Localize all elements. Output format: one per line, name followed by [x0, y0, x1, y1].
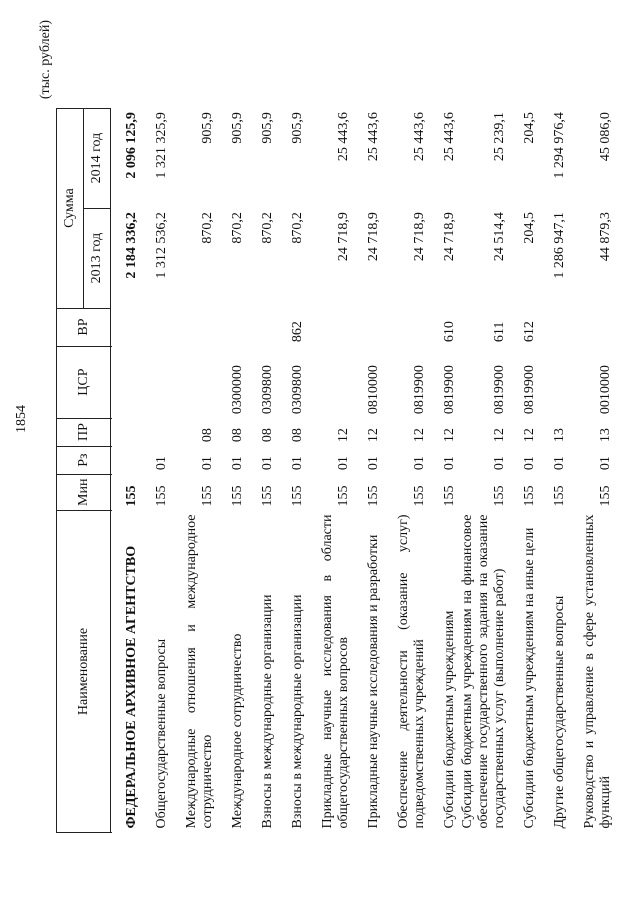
cell-min: 155 — [491, 485, 507, 507]
cell-name: Субсидии бюджетным учреждениям — [441, 610, 457, 829]
cell-csr — [539, 346, 569, 418]
header-min: Мин — [57, 474, 111, 510]
cell-pr: 12 — [411, 428, 427, 443]
cell-name: Субсидии бюджетным учреждениям на финансовое обеспечение государственного задания на оказание государственных услуг (выполнение работ) — [459, 514, 507, 829]
cell-min: 155 — [199, 485, 215, 507]
budget-table — [56, 108, 615, 833]
cell-pr: 12 — [491, 428, 507, 443]
cell-vr — [383, 308, 429, 346]
cell-y2014: 1 321 325,9 — [153, 112, 169, 179]
cell-min: 155 — [441, 485, 457, 507]
cell-rz: 01 — [229, 456, 245, 471]
cell-csr — [171, 346, 217, 418]
cell-y2013: 1 312 536,2 — [153, 212, 169, 279]
cell-min: 155 — [289, 485, 305, 507]
cell-y2014: 25 443,6 — [335, 112, 351, 162]
table-row — [569, 108, 615, 832]
cell-vr: 612 — [521, 321, 537, 343]
cell-y2013: 24 718,9 — [411, 212, 427, 262]
cell-rz: 01 — [551, 456, 567, 471]
cell-y2014: 905,9 — [229, 112, 245, 144]
cell-vr: 862 — [289, 321, 305, 343]
cell-y2014: 905,9 — [289, 112, 305, 144]
cell-name: Взносы в международные организации — [289, 594, 305, 829]
table-row — [141, 108, 171, 832]
cell-min: 155 — [411, 485, 427, 507]
cell-min: 155 — [153, 485, 169, 507]
cell-pr: 12 — [441, 428, 457, 443]
cell-y2013: 870,2 — [199, 212, 215, 244]
cell-name: Общегосударственные вопросы — [153, 638, 169, 829]
table-row — [353, 108, 383, 832]
table-row — [171, 108, 217, 832]
cell-vr — [217, 308, 247, 346]
cell-y2014: 25 443,6 — [411, 112, 427, 162]
cell-vr — [111, 308, 141, 346]
cell-name: Международные отношения и международное сотрудничество — [183, 514, 215, 829]
cell-rz: 01 — [521, 456, 537, 471]
header-2013: 2013 год — [84, 208, 111, 308]
cell-csr: 0309800 — [259, 365, 275, 415]
cell-min: 155 — [365, 485, 381, 507]
cell-y2013: 870,2 — [229, 212, 245, 244]
cell-pr — [141, 418, 171, 446]
cell-min: 155 — [551, 485, 567, 507]
table-row — [509, 108, 539, 832]
cell-min: 155 — [597, 485, 613, 507]
cell-y2014: 25 443,6 — [441, 112, 457, 162]
cell-csr: 0819900 — [491, 365, 507, 415]
cell-pr — [111, 418, 141, 446]
cell-vr — [247, 308, 277, 346]
cell-csr: 0300000 — [229, 365, 245, 415]
cell-y2013: 1 286 947,1 — [551, 212, 567, 279]
cell-vr — [171, 308, 217, 346]
cell-name: Другие общегосударственные вопросы — [551, 595, 567, 829]
cell-name: Прикладные научные исследования в области общегосударственных вопросов — [319, 514, 351, 829]
header-name: Наименование — [57, 511, 111, 833]
cell-name: ФЕДЕРАЛЬНОЕ АРХИВНОЕ АГЕНТСТВО — [123, 545, 139, 829]
cell-csr: 0819900 — [521, 365, 537, 415]
cell-min: 155 — [521, 485, 537, 507]
cell-name: Взносы в международные организации — [259, 594, 275, 829]
cell-vr: 610 — [441, 321, 457, 343]
cell-pr: 13 — [597, 428, 613, 443]
cell-y2014: 25 239,1 — [491, 112, 507, 162]
table-row — [539, 108, 569, 832]
cell-csr: 0819900 — [411, 365, 427, 415]
cell-y2014: 2 096 125,9 — [123, 112, 139, 179]
cell-vr: 611 — [491, 321, 507, 343]
header-2014: 2014 год — [84, 108, 111, 208]
cell-y2013: 204,5 — [521, 212, 537, 244]
cell-pr: 12 — [521, 428, 537, 443]
cell-rz: 01 — [335, 456, 351, 471]
cell-y2014: 905,9 — [259, 112, 275, 144]
cell-rz: 01 — [199, 456, 215, 471]
cell-rz: 01 — [365, 456, 381, 471]
cell-csr: 0819900 — [441, 365, 457, 415]
header-pr: ПР — [57, 418, 111, 446]
cell-rz: 01 — [153, 456, 169, 471]
cell-csr — [111, 346, 141, 418]
table-row — [247, 108, 277, 832]
cell-y2013: 870,2 — [289, 212, 305, 244]
cell-min: 155 — [259, 485, 275, 507]
cell-rz: 01 — [491, 456, 507, 471]
table-row — [383, 108, 429, 832]
header-sum: Сумма — [57, 108, 84, 308]
cell-vr — [141, 308, 171, 346]
cell-min: 155 — [229, 485, 245, 507]
cell-pr: 08 — [259, 428, 275, 443]
cell-rz: 01 — [597, 456, 613, 471]
cell-name: Международное сотрудничество — [229, 633, 245, 829]
cell-pr: 12 — [365, 428, 381, 443]
header-csr: ЦСР — [57, 346, 111, 418]
header-vr: ВР — [57, 308, 111, 346]
cell-vr — [307, 308, 353, 346]
cell-name: Субсидии бюджетным учреждениям на иные цели — [521, 527, 537, 829]
cell-pr: 12 — [335, 428, 351, 443]
cell-y2013: 24 514,4 — [491, 212, 507, 262]
units-note: (тыс. рублей) — [38, 20, 53, 100]
cell-csr — [141, 346, 171, 418]
cell-rz: 01 — [259, 456, 275, 471]
cell-y2013: 24 718,9 — [365, 212, 381, 262]
cell-name: Обеспечение деятельности (оказание услуг) подведомственных учреждений — [395, 514, 427, 829]
cell-pr: 08 — [289, 428, 305, 443]
cell-min: 155 — [123, 485, 139, 507]
cell-y2014: 204,5 — [521, 112, 537, 144]
page-number: 1854 — [14, 405, 29, 433]
cell-name: Руководство и управление в сфере установленных функций — [581, 514, 613, 829]
cell-y2014: 45 086,0 — [597, 112, 613, 162]
cell-name: Прикладные научные исследования и разработки — [365, 534, 381, 829]
table-row — [111, 108, 141, 832]
cell-csr: 0309800 — [289, 365, 305, 415]
cell-vr — [353, 308, 383, 346]
cell-y2013: 24 718,9 — [335, 212, 351, 262]
cell-csr — [307, 346, 353, 418]
table-row — [459, 108, 509, 832]
cell-y2014: 905,9 — [199, 112, 215, 144]
cell-y2013: 870,2 — [259, 212, 275, 244]
table-row — [217, 108, 247, 832]
cell-pr: 08 — [199, 428, 215, 443]
cell-y2013: 44 879,3 — [597, 212, 613, 262]
cell-pr: 13 — [551, 428, 567, 443]
cell-vr — [539, 308, 569, 346]
cell-csr: 0010000 — [597, 365, 613, 415]
table-body — [111, 108, 615, 832]
cell-y2014: 1 294 976,4 — [551, 112, 567, 179]
table-row — [277, 108, 307, 832]
cell-pr: 08 — [229, 428, 245, 443]
cell-min: 155 — [335, 485, 351, 507]
cell-rz: 01 — [441, 456, 457, 471]
cell-rz: 01 — [289, 456, 305, 471]
table-row — [429, 108, 459, 832]
cell-y2014: 25 443,6 — [365, 112, 381, 162]
cell-csr: 0810000 — [365, 365, 381, 415]
cell-rz: 01 — [411, 456, 427, 471]
cell-y2013: 2 184 336,2 — [123, 212, 139, 279]
cell-y2013: 24 718,9 — [441, 212, 457, 262]
table-row — [307, 108, 353, 832]
header-rz: Рз — [57, 446, 111, 474]
cell-rz — [111, 446, 141, 474]
cell-vr — [569, 308, 615, 346]
